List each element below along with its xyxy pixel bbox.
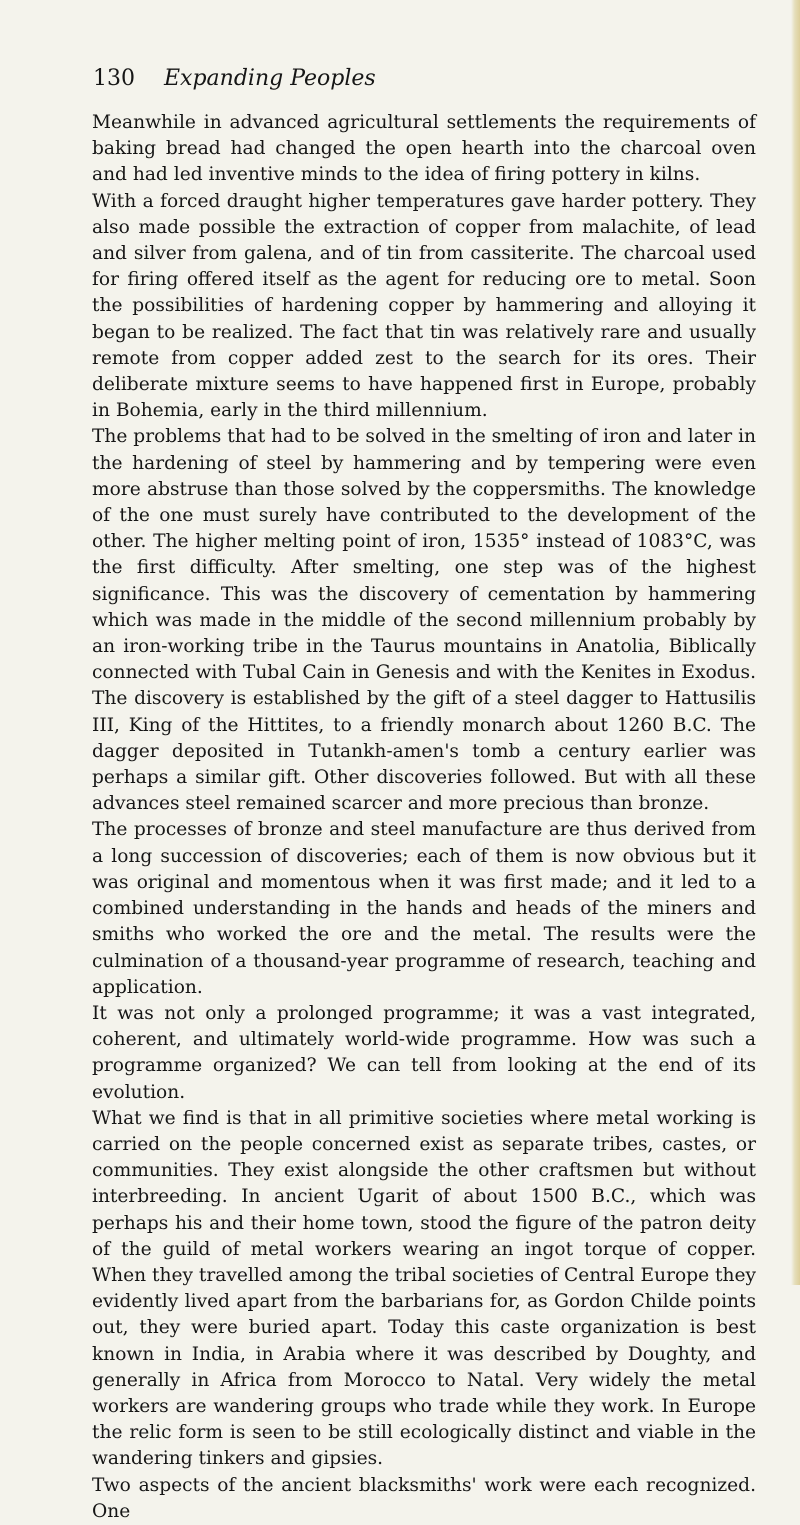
paragraph: With a forced draught higher temperatures gave harder pottery. They also made possible the extraction of copper from malachite, of lead and silver from galena, and of tin from cassiterite. The charcoal used for firing offered itself as the agent for reducing ore to metal. Soon the possibilities of hardening copper by hammering and alloying it began to be realized. The fact that tin was relatively rare and usually remote from copper added zest to the search for its ores. Their deliberate mixture seems to have happened first in Europe, probably in Bohemia, early in the third millennium. bbox=[92, 190, 756, 422]
paragraph: What we find is that in all primitive societies where metal working is carried on the people concerned exist as separate tribes, castes, or communities. They exist alongside the other craftsmen but without interbreeding. In ancient Ugarit of about 1500 B.C., which was perhaps his and their home town, stood the figure of the patron deity of the guild of metal workers wearing an ingot torque of copper. When they travelled among the tribal societies of Central Europe they evidently lived apart from the barbarians for, as Gordon Childe points out, they were buried apart. Today this caste organization is best known in India, in Arabia where it was described by Doughty, and generally in Africa from Morocco to Natal. Very widely the metal workers are wandering groups who trade while they work. In Europe the relic form is seen to be still ecologically distinct and viable in the wandering tinkers and gipsies. bbox=[92, 1107, 756, 1470]
page-number: 130 bbox=[93, 66, 135, 91]
running-title: Expanding Peoples bbox=[164, 66, 376, 91]
paragraph: It was not only a prolonged programme; it was a vast integrated, coherent, and ultimately world-wide programme. How was such a programme organized? We can tell from looking at the end of its evolution. bbox=[92, 1002, 756, 1103]
paragraph: The processes of bronze and steel manufacture are thus derived from a long succession of discoveries; each of them is now obvious but it was original and momentous when it was first made; and it led to a combined understanding in the hands and heads of the miners and smiths who worked the ore and the metal. The results were the culmination of a thousand-year programme of research, teaching and application. bbox=[92, 819, 756, 998]
paragraph: Meanwhile in advanced agricultural settlements the requirements of baking bread had changed the open hearth into the charcoal oven and had led inventive minds to the idea of firing pottery in kilns. bbox=[92, 112, 756, 186]
paragraph: Two aspects of the ancient blacksmiths' work were each recognized. One bbox=[92, 1474, 756, 1522]
body-text bbox=[92, 110, 756, 1525]
page-header bbox=[93, 66, 753, 92]
page-edge bbox=[791, 0, 800, 1285]
paragraph: The problems that had to be solved in the smelting of iron and later in the hardening of steel by hammering and by tempering were even more abstruse than those solved by the coppersmiths. The knowledge of the one must surely have contributed to the development of the other. The higher melting point of iron, 1535° instead of 1083°C, was the first difficulty. After smelting, one step was of the highest significance. This was the discovery of cementation by hammering which was made in the middle of the second millennium probably by an iron-working tribe in the Taurus mountains in Anatolia, Biblically connected with Tubal Cain in Genesis and with the Kenites in Exodus. The discovery is established by the gift of a steel dagger to Hattusilis III, King of the Hittites, to a friendly monarch about 1260 B.C. The dagger deposited in Tutankh-amen's tomb a century earlier was perhaps a similar gift. Other discoveries followed. But with all these advances steel remained scarcer and more precious than bronze. bbox=[92, 426, 756, 815]
